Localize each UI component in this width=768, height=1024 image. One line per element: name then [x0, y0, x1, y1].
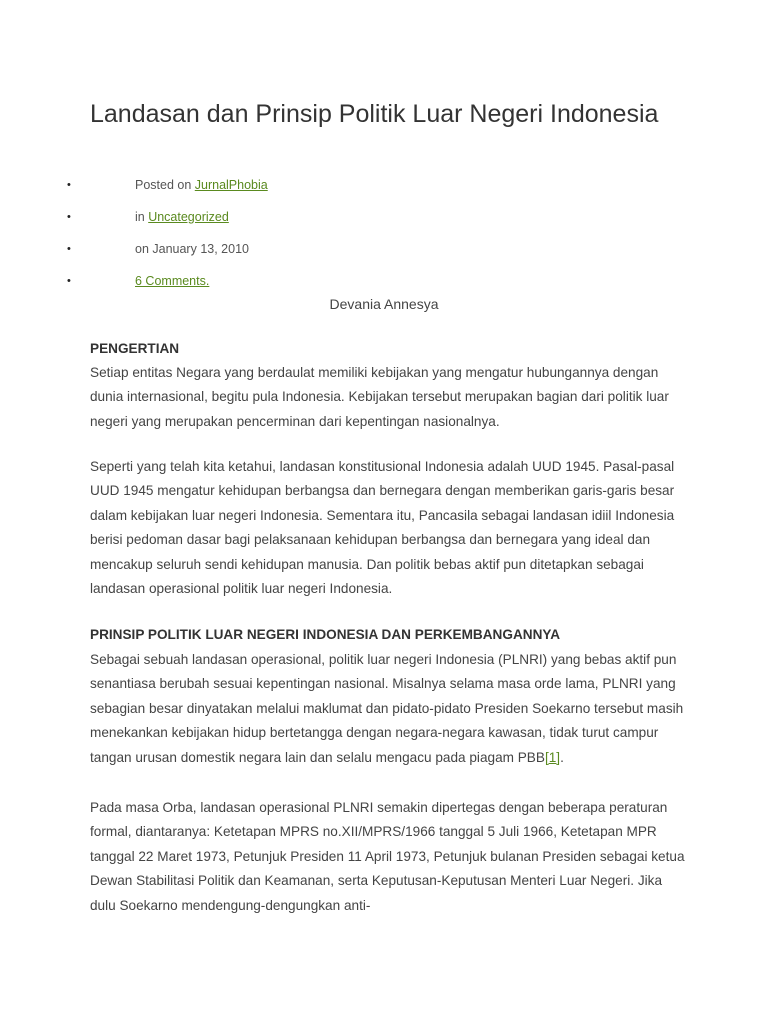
paragraph-prinsip-2: Pada masa Orba, landasan operasional PLNRI semakin dipertegas dengan beberapa peraturan formal, diantaranya: Ketetapan MPRS no.XII/MPRS/1966 tanggal 5 Juli 1966, Ketetapan MPR tanggal 22 Maret 1973, Petunjuk Presiden 11 April 1973, Petunjuk bulanan Presiden sebagai ketua Dewan Stabilitasi Politik dan Keamanan, serta Keputusan-Keputusan Menteri Luar Negeri. Jika dulu Soekarno mendengung-dengungkan anti- — [90, 800, 685, 913]
category-prefix: in — [135, 210, 149, 224]
meta-item-posted — [0, 172, 768, 204]
author-name: Devania Annesya — [329, 296, 439, 312]
meta-item-category — [0, 204, 768, 236]
paragraph-prinsip-1-end: . — [560, 749, 564, 765]
category-link[interactable]: Uncategorized — [148, 210, 229, 224]
author-byline — [0, 292, 768, 316]
meta-date: on January 13, 2010 — [135, 242, 249, 256]
paragraph-prinsip-1-text: Sebagai sebuah landasan operasional, politik luar negeri Indonesia (PLNRI) yang bebas aktif pun senantiasa berubah sesuai kepentingan nasional. Misalnya selama masa orde lama, PLNRI yang sebagian besar dinyatakan melalui maklumat dan pidato-pidato Presiden Soekarno tersebut masih menekankan kebijakan hidup bertetangga dengan negara-negara kawasan, tidak turut campur tangan urusan domestik negara lain dan selalu mengacu pada piagam PBB — [90, 652, 684, 765]
paragraph-pengertian-1: Setiap entitas Negara yang berdaulat memiliki kebijakan yang mengatur hubungannya dengan dunia internasional, begitu pula Indonesia. Kebijakan tersebut merupakan bagian dari politik luar negeri yang merupakan pencerminan dari kepentingan nasionalnya. — [90, 365, 669, 429]
meta-item-date — [0, 236, 768, 268]
bullet-icon: • — [67, 211, 71, 223]
meta-posted — [135, 172, 268, 198]
article-title: Landasan dan Prinsip Politik Luar Negeri Indonesia — [90, 100, 659, 128]
post-meta-list — [0, 172, 768, 298]
bullet-icon: • — [67, 179, 71, 191]
section-heading-pengertian: PENGERTIAN — [90, 341, 180, 356]
author-link[interactable]: JurnalPhobia — [194, 178, 268, 192]
footnote-link[interactable]: [1] — [544, 749, 561, 765]
comments-link[interactable]: 6 Comments. — [135, 274, 210, 288]
meta-category — [135, 204, 229, 230]
paragraph-pengertian-2: Seperti yang telah kita ketahui, landasan konstitusional Indonesia adalah UUD 1945. Pasal-pasal UUD 1945 mengatur kehidupan berbangsa dan bernegara dengan memberikan garis-garis besar dalam kebijakan luar negeri Indonesia. Sementara itu, Pancasila sebagai landasan idiil Indonesia berisi pedoman dasar bagi pelaksanaan kehidupan berbangsa dan bernegara yang ideal dan mencakup seluruh sendi kehidupan manusia. Dan politik bebas aktif pun ditetapkan sebagai landasan operasional politik luar negeri Indonesia. — [90, 459, 675, 597]
bullet-icon: • — [67, 243, 71, 255]
paragraph-prinsip-1 — [90, 648, 690, 770]
bullet-icon: • — [67, 275, 71, 287]
posted-prefix: Posted on — [135, 178, 195, 192]
section-heading-prinsip: PRINSIP POLITIK LUAR NEGERI INDONESIA DAN PERKEMBANGANNYA — [90, 627, 561, 642]
meta-comments — [135, 268, 209, 294]
